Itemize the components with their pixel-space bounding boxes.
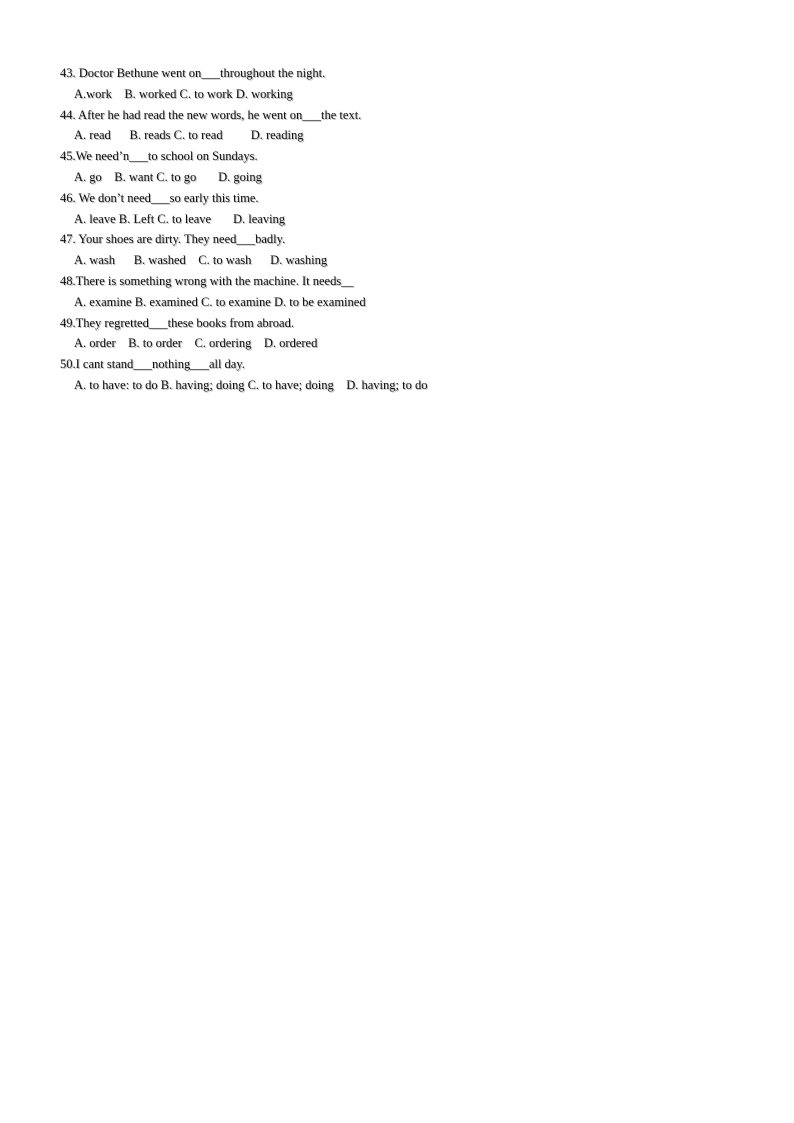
question-stem: 49.They regretted___these books from abroad. xyxy=(60,315,294,330)
question-45 xyxy=(60,146,760,188)
question-stem: 45.We need’n___to school on Sundays. xyxy=(60,149,258,164)
question-stem: 46. We don’t need___so early this time. xyxy=(60,190,259,205)
answer-options: A. order B. to order C. ordering D. ordered xyxy=(74,336,318,351)
question-list xyxy=(60,63,760,396)
answer-options: A. read B. reads C. to read D. reading xyxy=(74,128,304,143)
question-stem: 43. Doctor Bethune went on___throughout the night. xyxy=(60,66,326,80)
answer-options: A. leave B. Left C. to leave D. leaving xyxy=(74,211,286,226)
question-stem: 50.I cant stand___nothing___all day. xyxy=(60,357,245,372)
question-46 xyxy=(60,188,760,230)
answer-options: A.work B. worked C. to work D. working xyxy=(74,86,293,101)
question-stem: 44. After he had read the new words, he went on___the text. xyxy=(60,107,362,122)
answer-options: A. examine B. examined C. to examine D. to be examined xyxy=(74,294,366,309)
answer-options: A. to have: to do B. having; doing C. to have; doing D. having; to do xyxy=(74,377,428,392)
answer-options: A. go B. want C. to go D. going xyxy=(74,169,262,184)
question-44 xyxy=(60,105,760,147)
question-stem: 47. Your shoes are dirty. They need___badly. xyxy=(60,232,286,247)
question-50 xyxy=(60,354,760,396)
question-stem: 48.There is something wrong with the machine. It needs__ xyxy=(60,273,354,288)
question-47 xyxy=(60,229,760,271)
question-49 xyxy=(60,313,760,355)
question-48 xyxy=(60,271,760,313)
question-43 xyxy=(60,63,760,105)
answer-options: A. wash B. washed C. to wash D. washing xyxy=(74,253,328,268)
